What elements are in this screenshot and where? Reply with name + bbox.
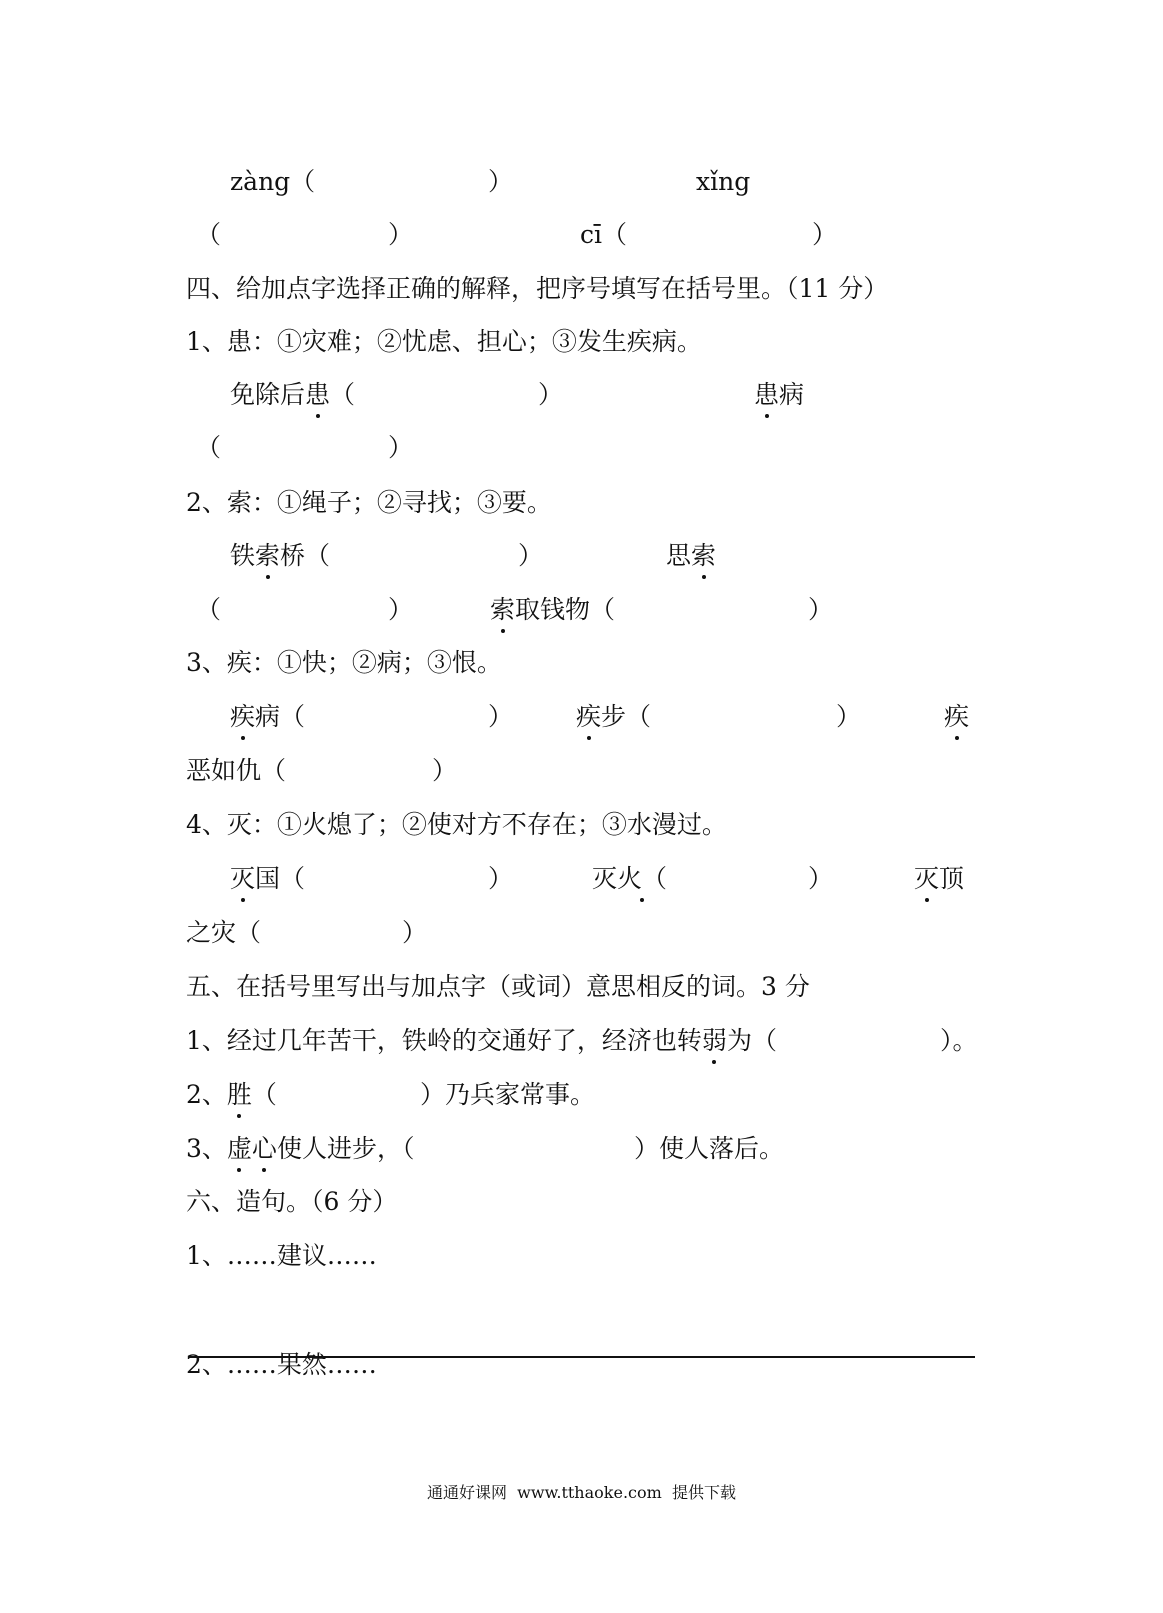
s5-sentence3-rest: ）使人落后。 <box>634 1134 785 1163</box>
q3-word2: 疾步（ <box>576 700 651 734</box>
section6-heading: 六、造句。（6 分） <box>186 1187 398 1216</box>
q1-word1: 免除后患（ <box>230 378 355 412</box>
pinyin-ci: cī（ <box>580 220 627 249</box>
q3-definition: 3、疾：①快；②病；③恨。 <box>186 648 502 677</box>
q3-cont-close: ） <box>432 756 458 785</box>
q2-definition: 2、索：①绳子；②寻找；③要。 <box>186 488 552 517</box>
dotted-char: 弱 <box>702 1024 727 1058</box>
q1-cont-close: ） <box>388 433 414 462</box>
dotted-char: 索 <box>691 539 716 573</box>
s5-sentence2: 2、胜（ <box>186 1078 277 1112</box>
q3-word2-close: ） <box>836 702 862 731</box>
dotted-char: 疾 <box>230 700 255 734</box>
dotted-char: 虚 <box>227 1132 252 1166</box>
dotted-char: 患 <box>754 378 779 412</box>
dotted-char: 索 <box>255 539 280 573</box>
q1-definition: 1、患：①灾难；②忧虑、担心；③发生疾病。 <box>186 327 702 356</box>
dotted-char: 疾 <box>576 700 601 734</box>
pinyin-zang: zàng（ <box>230 167 316 196</box>
section4-heading: 四、给加点字选择正确的解释，把序号填写在括号里。（11 分） <box>186 274 889 303</box>
s6-q1: 1、……建议…… <box>186 1241 377 1270</box>
q4-word1: 灭国（ <box>230 862 305 896</box>
q4-word1-close: ） <box>488 864 514 893</box>
dotted-char: 索 <box>490 593 515 627</box>
s5-sentence3: 3、虚心使人进步，（ <box>186 1132 414 1166</box>
dotted-char: 灭 <box>914 862 939 896</box>
q4-cont-close: ） <box>402 918 428 947</box>
footer: 通通好课网 www.tthaoke.com 提供下载 <box>427 1483 736 1502</box>
q2-word1-close: ） <box>518 541 544 570</box>
q1-word2: 患病 <box>754 378 804 412</box>
s5-sentence2-rest: ）乃兵家常事。 <box>420 1080 596 1109</box>
q4-word3: 灭顶 <box>914 862 964 896</box>
q4-word2: 灭火（ <box>592 862 667 896</box>
q2-word3-close: ） <box>808 595 834 624</box>
dotted-char: 患 <box>305 378 330 412</box>
q4-cont: 之灾（ <box>186 918 262 947</box>
section5-heading: 五、在括号里写出与加点字（或词）意思相反的词。3 分 <box>186 972 810 1001</box>
q2-cont-close: ） <box>388 595 414 624</box>
q1-word1-close: ） <box>538 380 564 409</box>
q3-word1: 疾病（ <box>230 700 305 734</box>
dotted-char: 灭 <box>230 862 255 896</box>
dotted-char: 心 <box>252 1132 277 1166</box>
dotted-char: 胜 <box>227 1078 252 1112</box>
q3-word1-close: ） <box>488 702 514 731</box>
q2-cont-open: （ <box>196 595 222 624</box>
pinyin-xing-open: （ <box>196 220 222 249</box>
q4-word2-close: ） <box>808 864 834 893</box>
q4-definition: 4、灭：①火熄了；②使对方不存在；③水漫过。 <box>186 810 727 839</box>
q3-word3 <box>944 700 969 734</box>
pinyin-ci-close: ） <box>812 220 838 249</box>
q2-word3: 索取钱物（ <box>490 593 615 627</box>
dotted-char: 火（ <box>617 862 667 896</box>
s5-sentence1-close: ）。 <box>940 1026 978 1055</box>
s5-sentence1: 1、经过几年苦干，铁岭的交通好了，经济也转弱为（ <box>186 1024 777 1058</box>
q2-word1: 铁索桥（ <box>230 539 330 573</box>
q2-word2: 思索 <box>666 539 716 573</box>
pinyin-xing-close: ） <box>388 220 414 249</box>
pinyin-zang-close: ） <box>488 167 514 196</box>
s6-q2: 2、……果然…… <box>186 1350 377 1379</box>
q1-cont-open: （ <box>196 433 222 462</box>
q3-cont: 恶如仇（ <box>186 756 287 785</box>
dotted-char: 疾 <box>944 700 969 734</box>
pinyin-xing: xǐng <box>696 167 751 196</box>
